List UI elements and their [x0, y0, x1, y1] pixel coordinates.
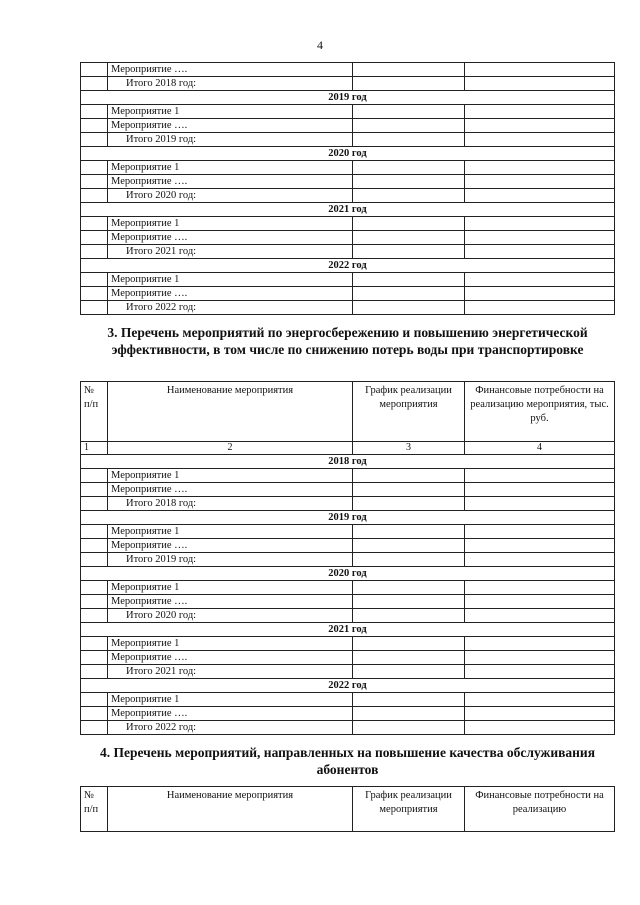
financing-cell	[465, 469, 615, 483]
measure-row	[81, 595, 615, 609]
schedule-cell	[353, 119, 465, 133]
row-number-cell	[81, 651, 108, 665]
financing-cell	[465, 497, 615, 511]
year-label: 2021 год	[81, 623, 615, 637]
schedule-cell	[353, 525, 465, 539]
financing-cell	[465, 693, 615, 707]
row-number-cell	[81, 707, 108, 721]
measure-row	[81, 637, 615, 651]
year-row	[81, 679, 615, 693]
header-financing: Финансовые потребности на реализацию мероприятия, тыс. руб.	[465, 382, 615, 442]
column-number-row	[81, 442, 615, 455]
total-row	[81, 721, 615, 735]
column-number: 1	[81, 442, 108, 455]
table-header-row	[81, 787, 615, 832]
measure-name: Мероприятие 1	[108, 525, 353, 539]
row-number-cell	[81, 469, 108, 483]
total-row	[81, 245, 615, 259]
total-label: Итого 2018 год:	[108, 497, 353, 511]
schedule-cell	[353, 217, 465, 231]
schedule-cell	[353, 553, 465, 567]
row-number-cell	[81, 287, 108, 301]
schedule-cell	[353, 483, 465, 497]
year-label: 2020 год	[81, 567, 615, 581]
column-number: 3	[353, 442, 465, 455]
financing-cell	[465, 609, 615, 623]
schedule-cell	[353, 665, 465, 679]
schedule-cell	[353, 189, 465, 203]
total-row	[81, 553, 615, 567]
financing-cell	[465, 119, 615, 133]
measure-row	[81, 525, 615, 539]
measure-name: Мероприятие ….	[108, 707, 353, 721]
row-number-cell	[81, 665, 108, 679]
schedule-cell	[353, 693, 465, 707]
total-label: Итого 2022 год:	[108, 721, 353, 735]
financing-cell	[465, 217, 615, 231]
row-number-cell	[81, 189, 108, 203]
financing-cell	[465, 553, 615, 567]
schedule-cell	[353, 539, 465, 553]
financing-cell	[465, 175, 615, 189]
schedule-cell	[353, 595, 465, 609]
header-schedule: График реализации мероприятия	[353, 382, 465, 442]
measure-name: Мероприятие 1	[108, 273, 353, 287]
row-number-cell	[81, 175, 108, 189]
year-label: 2019 год	[81, 91, 615, 105]
header-schedule: График реализации мероприятия	[353, 787, 465, 832]
financing-cell	[465, 287, 615, 301]
total-label: Итого 2019 год:	[108, 553, 353, 567]
financing-cell	[465, 707, 615, 721]
row-number-cell	[81, 581, 108, 595]
header-measure-name: Наименование мероприятия	[108, 787, 353, 832]
continued-measures-table	[80, 62, 615, 315]
year-row	[81, 623, 615, 637]
schedule-cell	[353, 273, 465, 287]
row-number-cell	[81, 721, 108, 735]
measure-name: Мероприятие ….	[108, 287, 353, 301]
row-number-cell	[81, 133, 108, 147]
total-row	[81, 609, 615, 623]
schedule-cell	[353, 175, 465, 189]
schedule-cell	[353, 469, 465, 483]
year-row	[81, 147, 615, 161]
measure-row	[81, 175, 615, 189]
year-label: 2022 год	[81, 259, 615, 273]
schedule-cell	[353, 651, 465, 665]
total-label: Итого 2021 год:	[108, 665, 353, 679]
financing-cell	[465, 77, 615, 91]
measure-row	[81, 231, 615, 245]
energy-saving-measures-table	[80, 381, 615, 735]
measure-row	[81, 469, 615, 483]
measure-row	[81, 287, 615, 301]
measure-name: Мероприятие ….	[108, 119, 353, 133]
measure-name: Мероприятие 1	[108, 105, 353, 119]
financing-cell	[465, 525, 615, 539]
measure-name: Мероприятие ….	[108, 483, 353, 497]
row-number-cell	[81, 217, 108, 231]
row-number-cell	[81, 105, 108, 119]
row-number-cell	[81, 273, 108, 287]
measure-name: Мероприятие ….	[108, 651, 353, 665]
row-number-cell	[81, 497, 108, 511]
total-row	[81, 77, 615, 91]
page-number: 4	[317, 38, 323, 52]
measure-row	[81, 707, 615, 721]
continued-table-body	[81, 63, 615, 315]
total-label: Итого 2019 год:	[108, 133, 353, 147]
schedule-cell	[353, 301, 465, 315]
measure-name: Мероприятие 1	[108, 217, 353, 231]
measure-row	[81, 161, 615, 175]
row-number-cell	[81, 693, 108, 707]
measure-row	[81, 273, 615, 287]
schedule-cell	[353, 287, 465, 301]
year-label: 2022 год	[81, 679, 615, 693]
measure-name: Мероприятие 1	[108, 581, 353, 595]
schedule-cell	[353, 133, 465, 147]
total-label: Итого 2020 год:	[108, 609, 353, 623]
schedule-cell	[353, 637, 465, 651]
header-number: № п/п	[81, 382, 108, 442]
total-row	[81, 133, 615, 147]
schedule-cell	[353, 231, 465, 245]
financing-cell	[465, 651, 615, 665]
schedule-cell	[353, 161, 465, 175]
year-row	[81, 567, 615, 581]
measure-name: Мероприятие ….	[108, 539, 353, 553]
total-row	[81, 189, 615, 203]
financing-cell	[465, 665, 615, 679]
measure-name: Мероприятие ….	[108, 63, 353, 77]
schedule-cell	[353, 581, 465, 595]
measure-name: Мероприятие ….	[108, 595, 353, 609]
total-label: Итого 2020 год:	[108, 189, 353, 203]
financing-cell	[465, 721, 615, 735]
table-header-row	[81, 382, 615, 442]
financing-cell	[465, 581, 615, 595]
row-number-cell	[81, 63, 108, 77]
year-label: 2019 год	[81, 511, 615, 525]
service-quality-measures-table	[80, 786, 615, 832]
section-3-heading: 3. Перечень мероприятий по энергосбережению и повышению энергетической эффективности, в том числе по снижению потерь воды при транспортировке	[107, 325, 588, 357]
measure-row	[81, 105, 615, 119]
financing-cell	[465, 301, 615, 315]
measure-name: Мероприятие ….	[108, 231, 353, 245]
section-4-heading: 4. Перечень мероприятий, направленных на повышение качества обслуживания абонентов	[99, 745, 596, 777]
measure-name: Мероприятие 1	[108, 161, 353, 175]
financing-cell	[465, 273, 615, 287]
energy-table-body	[81, 455, 615, 735]
financing-cell	[465, 539, 615, 553]
schedule-cell	[353, 721, 465, 735]
schedule-cell	[353, 245, 465, 259]
year-label: 2020 год	[81, 147, 615, 161]
measure-name: Мероприятие ….	[108, 175, 353, 189]
schedule-cell	[353, 77, 465, 91]
row-number-cell	[81, 245, 108, 259]
header-number: № п/п	[81, 787, 108, 832]
financing-cell	[465, 595, 615, 609]
year-label: 2018 год	[81, 455, 615, 469]
row-number-cell	[81, 161, 108, 175]
measure-row	[81, 483, 615, 497]
row-number-cell	[81, 77, 108, 91]
measure-row	[81, 119, 615, 133]
schedule-cell	[353, 105, 465, 119]
financing-cell	[465, 161, 615, 175]
total-row	[81, 665, 615, 679]
schedule-cell	[353, 63, 465, 77]
financing-cell	[465, 63, 615, 77]
schedule-cell	[353, 497, 465, 511]
measure-name: Мероприятие 1	[108, 469, 353, 483]
row-number-cell	[81, 231, 108, 245]
header-measure-name: Наименование мероприятия	[108, 382, 353, 442]
row-number-cell	[81, 483, 108, 497]
row-number-cell	[81, 553, 108, 567]
financing-cell	[465, 245, 615, 259]
year-row	[81, 259, 615, 273]
financing-cell	[465, 637, 615, 651]
total-row	[81, 497, 615, 511]
row-number-cell	[81, 525, 108, 539]
row-number-cell	[81, 539, 108, 553]
total-label: Итого 2018 год:	[108, 77, 353, 91]
financing-cell	[465, 105, 615, 119]
measure-row	[81, 651, 615, 665]
measure-row	[81, 63, 615, 77]
row-number-cell	[81, 595, 108, 609]
measure-row	[81, 539, 615, 553]
row-number-cell	[81, 119, 108, 133]
financing-cell	[465, 231, 615, 245]
year-row	[81, 511, 615, 525]
row-number-cell	[81, 609, 108, 623]
measure-name: Мероприятие 1	[108, 637, 353, 651]
total-row	[81, 301, 615, 315]
row-number-cell	[81, 637, 108, 651]
column-number: 2	[108, 442, 353, 455]
measure-row	[81, 581, 615, 595]
year-label: 2021 год	[81, 203, 615, 217]
row-number-cell	[81, 301, 108, 315]
header-financing: Финансовые потребности на реализацию	[465, 787, 615, 832]
year-row	[81, 455, 615, 469]
financing-cell	[465, 483, 615, 497]
total-label: Итого 2021 год:	[108, 245, 353, 259]
schedule-cell	[353, 707, 465, 721]
schedule-cell	[353, 609, 465, 623]
measure-row	[81, 217, 615, 231]
financing-cell	[465, 189, 615, 203]
financing-cell	[465, 133, 615, 147]
measure-name: Мероприятие 1	[108, 693, 353, 707]
measure-row	[81, 693, 615, 707]
total-label: Итого 2022 год:	[108, 301, 353, 315]
year-row	[81, 91, 615, 105]
year-row	[81, 203, 615, 217]
column-number: 4	[465, 442, 615, 455]
